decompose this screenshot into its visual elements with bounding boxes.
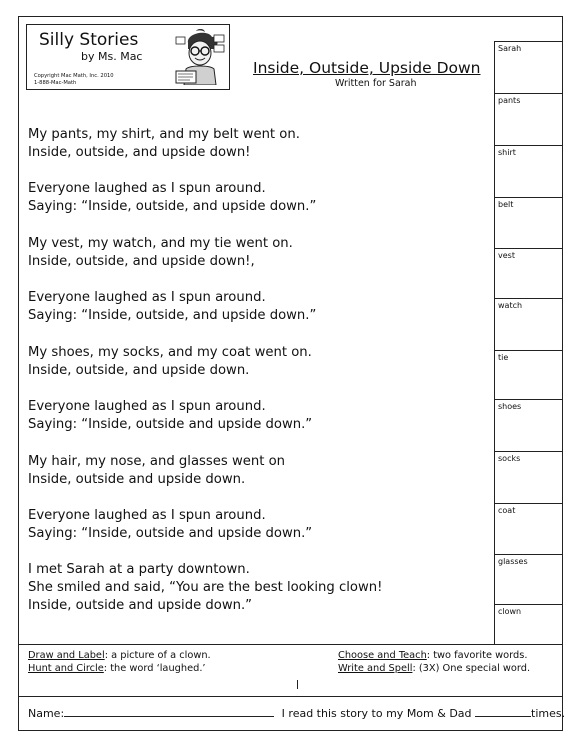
word-box-column	[494, 41, 562, 644]
task-choose-teach	[338, 650, 527, 662]
story-line: My shoes, my socks, and my coat went on.	[28, 345, 312, 360]
word-box: clown	[495, 604, 563, 644]
word-box: vest	[495, 248, 563, 300]
story-line: Inside, outside and upside down.	[28, 472, 246, 487]
word-box: socks	[495, 451, 563, 503]
story-subtitle: Written for Sarah	[335, 78, 417, 89]
story-line: My hair, my nose, and glasses went on	[28, 454, 286, 469]
copyright-text: Copyright Mac Math, Inc. 2010	[34, 73, 114, 79]
teacher-portrait-icon	[174, 29, 226, 85]
name-line	[28, 706, 565, 721]
story-line: I met Sarah at a party downtown.	[28, 562, 250, 577]
story-line: Inside, outside and upside down.”	[28, 598, 253, 613]
story-line: Inside, outside, and upside down.	[28, 363, 250, 378]
task-text: : two favorite words.	[426, 650, 528, 661]
task-heading: Hunt and Circle	[28, 663, 104, 674]
story-line: She smiled and said, “You are the best looking clown!	[28, 580, 383, 595]
word-box: shoes	[495, 399, 563, 451]
read-statement: I read this story to my Mom & Dad	[281, 707, 472, 720]
logo-box	[26, 24, 230, 90]
logo-byline: by Ms. Mac	[81, 50, 143, 63]
story-title: Inside, Outside, Upside Down	[253, 59, 481, 77]
logo-title: Silly Stories	[39, 30, 139, 50]
story-line: My vest, my watch, and my tie went on.	[28, 236, 293, 251]
story-line: Inside, outside, and upside down!,	[28, 254, 255, 269]
story-line: Everyone laughed as I spun around.	[28, 508, 266, 523]
task-heading: Draw and Label	[28, 650, 105, 661]
cut-tick-mark	[297, 680, 298, 689]
task-text: : a picture of a clown.	[104, 650, 211, 661]
task-heading: Write and Spell	[338, 663, 413, 674]
task-text: : the word ‘laughed.’	[103, 663, 206, 674]
task-text: : (3X) One special word.	[412, 663, 531, 674]
story-line: Everyone laughed as I spun around.	[28, 181, 266, 196]
task-draw-label	[28, 650, 211, 662]
story-line: Saying: “Inside, outside and upside down.”	[28, 417, 313, 432]
name-label: Name:	[28, 707, 65, 720]
worksheet	[18, 16, 566, 731]
times-label: times.	[531, 707, 566, 720]
word-box: belt	[495, 197, 563, 249]
task-hunt-circle	[28, 663, 206, 675]
word-box: watch	[495, 298, 563, 350]
story-line: Saying: “Inside, outside, and upside down.”	[28, 308, 317, 323]
story-line: Inside, outside, and upside down!	[28, 145, 251, 160]
task-heading: Choose and Teach	[338, 650, 427, 661]
logo-copyright	[34, 73, 114, 86]
footer-divider	[19, 644, 562, 645]
word-box: tie	[495, 350, 563, 402]
word-box: coat	[495, 503, 563, 555]
times-blank[interactable]	[475, 706, 531, 717]
phone-text: 1-888-Mac-Math	[34, 79, 77, 86]
story-line: Everyone laughed as I spun around.	[28, 399, 266, 414]
word-box: shirt	[495, 145, 563, 197]
name-blank[interactable]	[64, 706, 274, 717]
footer-divider-lower	[19, 696, 562, 697]
word-box: glasses	[495, 554, 563, 606]
story-line: My pants, my shirt, and my belt went on.	[28, 127, 300, 142]
task-write-spell	[338, 663, 530, 675]
word-box: Sarah	[495, 41, 563, 93]
word-box: pants	[495, 93, 563, 145]
story-line: Saying: “Inside, outside and upside down.”	[28, 526, 313, 541]
story-line: Everyone laughed as I spun around.	[28, 290, 266, 305]
story-line: Saying: “Inside, outside, and upside down.”	[28, 199, 317, 214]
